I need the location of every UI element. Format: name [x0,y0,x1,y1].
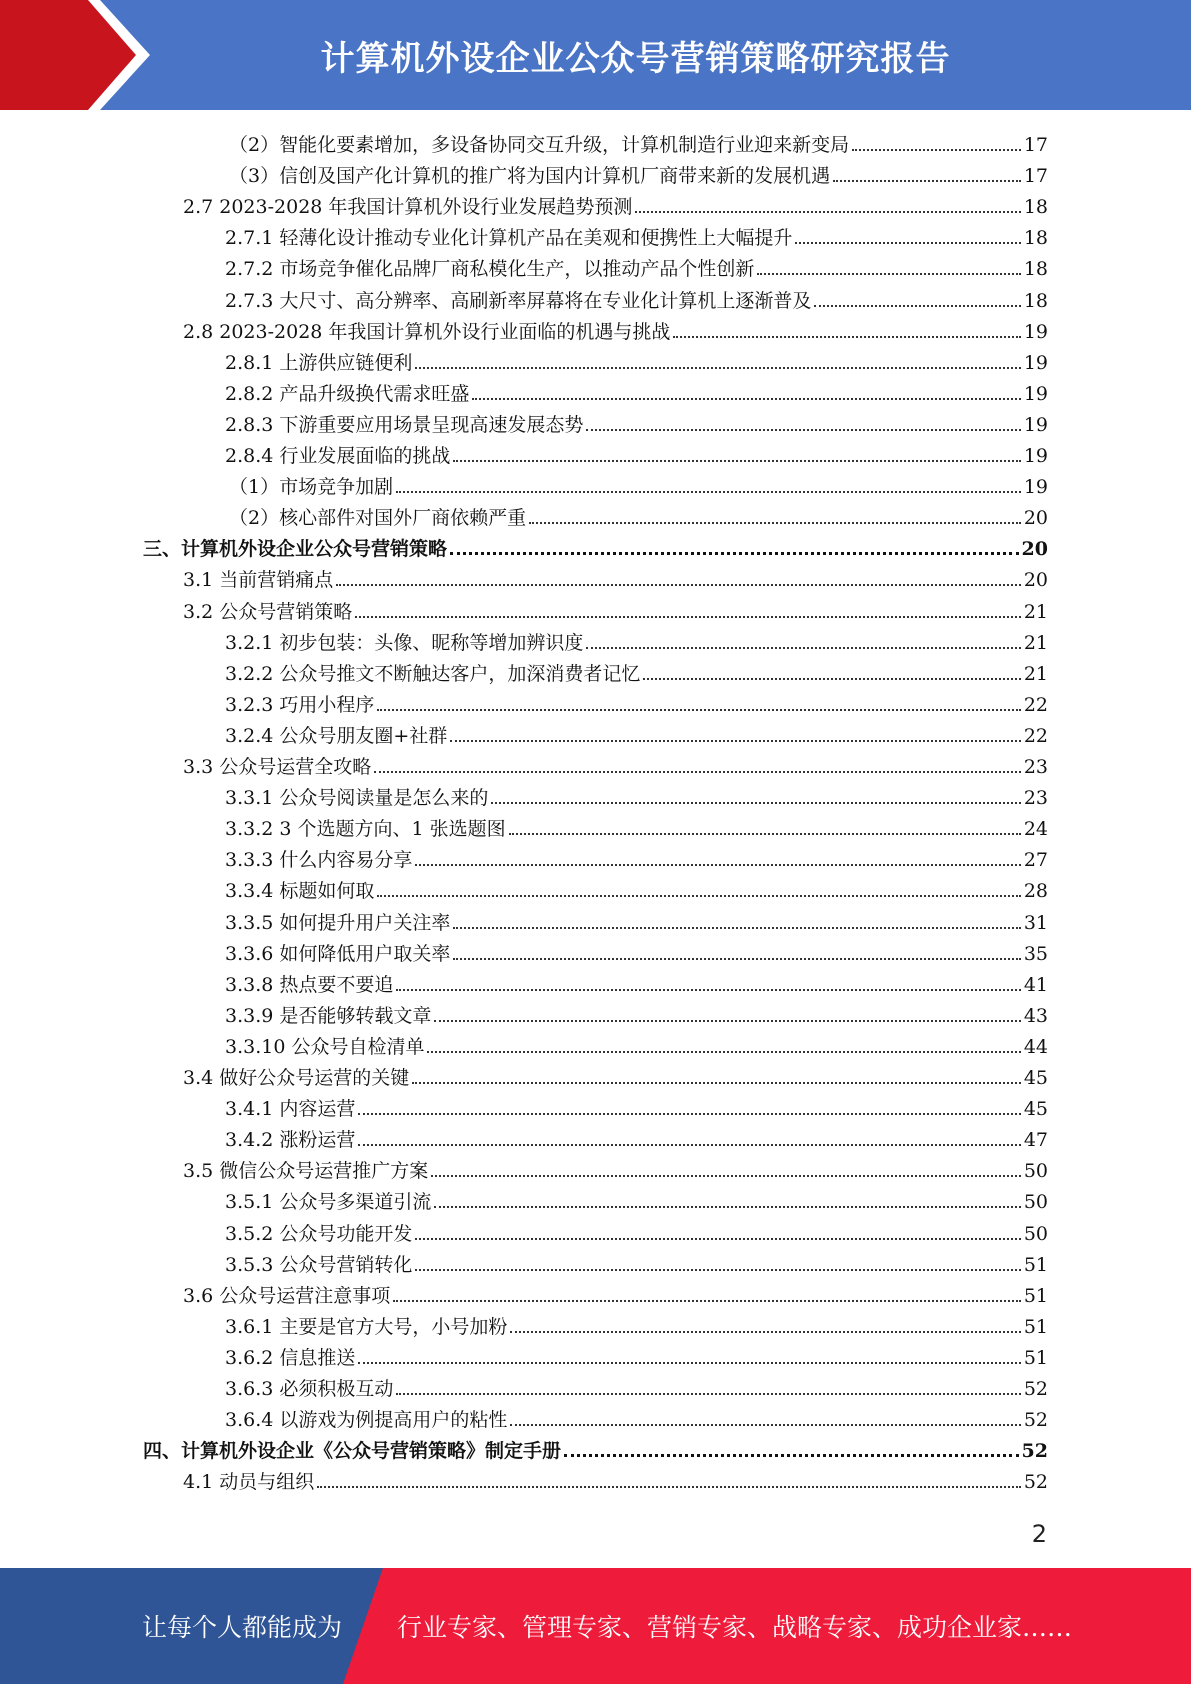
toc-entry-page: 50 [1023,1191,1048,1214]
toc-entry-page: 21 [1023,662,1048,685]
toc-entry[interactable] [183,1059,1048,1090]
toc-entry-title: （1）市场竞争加剧 [229,476,394,499]
toc-entry-title: 3.5.2 公众号功能开发 [225,1222,413,1245]
toc-dot-leader [355,616,1021,618]
toc-entry-title: 2.8.4 行业发展面临的挑战 [225,445,451,467]
toc-entry-title: 4.1 动员与组织 [183,1471,315,1494]
toc-dot-leader [833,180,1021,182]
toc-dot-leader [564,1454,1019,1457]
toc-entry-title: （3）信创及国产化计算机的推广将为国内计算机厂商带来新的发展机遇 [229,165,831,188]
toc-dot-leader [434,1020,1020,1022]
toc-entry[interactable] [183,188,1048,219]
toc-entry[interactable] [225,437,1048,468]
toc-entry-title: 3.2 公众号营销策略 [183,600,353,623]
toc-entry[interactable] [225,1401,1048,1432]
toc-entry-page: 21 [1023,600,1048,623]
toc-entry-title: 3.2.2 公众号推文不断触达客户，加深消费者记忆 [225,662,641,685]
toc-entry-page: 23 [1023,756,1048,778]
toc-entry[interactable] [229,157,1048,188]
toc-entry[interactable] [225,344,1048,375]
toc-entry[interactable] [225,966,1048,997]
toc-dot-leader [427,1051,1020,1053]
toc-dot-leader [795,242,1020,244]
toc-dot-leader [396,1393,1020,1395]
toc-entry-page: 23 [1023,787,1048,810]
toc-entry[interactable] [225,1090,1048,1121]
toc-entry-page: 20 [1023,507,1048,530]
toc-dot-leader [434,1206,1020,1208]
toc-entry-page: 22 [1023,693,1048,716]
toc-entry-title: 3.5.1 公众号多渠道引流 [225,1191,432,1214]
toc-entry[interactable] [225,841,1048,872]
toc-entry[interactable] [225,1246,1048,1277]
toc-dot-leader [377,709,1020,711]
toc-dot-leader [358,1113,1020,1115]
toc-entry-page: 50 [1023,1222,1048,1245]
toc-entry-page: 41 [1023,973,1048,996]
toc-entry[interactable] [183,1152,1048,1183]
toc-entry-title: 2.7.3 大尺寸、高分辨率、高刷新率屏幕将在专业化计算机上逐渐普及 [225,289,812,312]
toc-entry-title: 3.3.3 什么内容易分享 [225,849,413,872]
toc-entry-page: 18 [1023,258,1048,281]
toc-entry-title: 2.7.2 市场竞争催化品牌厂商私模化生产，以推动产品个性创新 [225,258,755,281]
toc-entry-title: 3.2.4 公众号朋友圈+社群 [225,724,448,747]
toc-entry[interactable] [225,219,1048,250]
toc-entry-title: 3.3.5 如何提升用户关注率 [225,911,451,934]
toc-dot-leader [757,273,1020,275]
toc-entry-page: 24 [1023,818,1048,841]
toc-entry-page: 17 [1023,165,1048,188]
toc-entry[interactable] [229,499,1048,530]
toc-entry-title: 3.3.4 标题如何取 [225,880,375,903]
toc-entry[interactable] [225,406,1048,437]
toc-entry[interactable] [183,593,1048,624]
toc-entry-title: 三、计算机外设企业公众号营销策略 [143,538,448,561]
toc-entry[interactable] [183,313,1048,344]
toc-entry[interactable] [229,468,1048,499]
toc-entry-page: 45 [1023,1098,1048,1121]
toc-entry[interactable] [183,748,1048,779]
toc-entry-page: 43 [1023,1004,1048,1027]
toc-entry-title: 四、计算机外设企业《公众号营销策略》制定手册 [143,1440,562,1463]
toc-dot-leader [586,429,1020,431]
toc-entry-page: 20 [1021,538,1048,561]
toc-entry-title: 3.3.8 热点要不要追 [225,973,394,996]
toc-entry[interactable] [225,282,1048,313]
toc-entry[interactable] [183,1463,1048,1494]
toc-entry[interactable] [225,655,1048,686]
toc-entry-title: 3.3.1 公众号阅读量是怎么来的 [225,787,489,810]
toc-entry[interactable] [225,375,1048,406]
toc-entry-title: 3.6.4 以游戏为例提高用户的粘性 [225,1409,508,1432]
toc-dot-leader [453,927,1020,929]
toc-dot-leader [450,740,1021,742]
toc-dot-leader [415,1269,1020,1271]
toc-entry-page: 28 [1023,880,1048,903]
toc-entry-page: 47 [1023,1129,1048,1152]
toc-entry-page: 50 [1023,1160,1048,1183]
toc-entry[interactable] [225,250,1048,281]
toc-dot-leader [510,1331,1020,1333]
toc-dot-leader [491,802,1020,804]
toc-entry-title: 3.1 当前营销痛点 [183,569,334,592]
toc-entry-title: 3.4.1 内容运营 [225,1098,356,1121]
toc-dot-leader [673,336,1020,338]
document-title: 计算机外设企业公众号营销策略研究报告 [320,38,951,79]
toc-entry-page: 18 [1023,289,1048,312]
header-chevron-icon [0,0,170,110]
page-footer [0,1568,1191,1684]
toc-entry-page: 51 [1023,1346,1048,1369]
toc-entry-page: 52 [1023,1378,1048,1400]
toc-entry[interactable] [225,1215,1048,1246]
toc-entry-page: 51 [1023,1315,1048,1338]
toc-entry-title: 2.8.1 上游供应链便利 [225,351,413,374]
toc-entry-page: 20 [1023,569,1048,592]
toc-entry-page: 22 [1023,724,1048,747]
toc-entry-page: 19 [1023,445,1048,467]
toc-entry-page: 17 [1023,134,1048,156]
toc-dot-leader [396,491,1021,493]
toc-dot-leader [415,864,1020,866]
toc-entry-title: 3.4 做好公众号运营的关键 [183,1067,410,1089]
toc-dot-leader [412,1082,1021,1084]
toc-entry-page: 19 [1023,351,1048,374]
toc-entry[interactable] [183,561,1048,592]
toc-entry-title: 2.8.3 下游重要应用场景呈现高速发展态势 [225,413,584,436]
toc-dot-leader [374,771,1021,773]
toc-entry[interactable] [225,1028,1048,1059]
toc-entry[interactable] [183,1277,1048,1308]
toc-entry[interactable] [225,1121,1048,1152]
toc-entry[interactable] [229,126,1048,157]
toc-entry-title: 3.2.1 初步包装：头像、昵称等增加辨识度 [225,631,584,654]
toc-entry-page: 51 [1023,1284,1048,1307]
toc-dot-leader [431,1175,1021,1177]
toc-entry-title: 3.3.2 3 个选题方向、1 张选题图 [225,818,506,841]
toc-dot-leader [377,895,1020,897]
toc-entry[interactable] [143,530,1048,561]
toc-entry[interactable] [225,997,1048,1028]
toc-entry-page: 31 [1023,911,1048,934]
toc-entry-page: 19 [1023,382,1048,405]
toc-dot-leader [453,958,1020,960]
toc-entry-title: 3.5 微信公众号运营推广方案 [183,1160,429,1183]
toc-entry-title: 2.8 2023-2028 年我国计算机外设行业面临的机遇与挑战 [183,320,671,343]
toc-dot-leader [358,1144,1020,1146]
toc-dot-leader [415,367,1020,369]
toc-entry-title: （2）核心部件对国外厂商依赖严重 [229,507,527,530]
toc-dot-leader [643,678,1020,680]
toc-entry-title: 3.4.2 涨粉运营 [225,1129,356,1152]
toc-entry-page: 27 [1023,849,1048,872]
toc-entry-title: 3.6 公众号运营注意事项 [183,1284,391,1307]
toc-entry[interactable] [225,624,1048,655]
toc-entry[interactable] [225,1370,1048,1401]
toc-dot-leader [472,398,1020,400]
toc-entry-title: 3.3.9 是否能够转载文章 [225,1004,432,1027]
toc-dot-leader [635,211,1020,213]
toc-entry-page: 35 [1023,942,1048,965]
toc-dot-leader [586,647,1020,649]
toc-entry[interactable] [225,1339,1048,1370]
toc-entry-page: 19 [1023,476,1048,499]
toc-entry-title: 3.5.3 公众号营销转化 [225,1253,413,1276]
toc-entry[interactable] [225,779,1048,810]
toc-entry[interactable] [225,810,1048,841]
toc-entry-title: 3.6.1 主要是官方大号，小号加粉 [225,1315,508,1338]
toc-entry[interactable] [225,686,1048,717]
toc-dot-leader [317,1486,1021,1488]
toc-entry-page: 19 [1023,320,1048,343]
toc-dot-leader [393,1300,1021,1302]
toc-entry-title: 3.6.3 必须积极互动 [225,1378,394,1400]
toc-dot-leader [336,584,1021,586]
toc-entry[interactable] [225,717,1048,748]
toc-entry-page: 52 [1023,1471,1048,1494]
toc-entry-page: 21 [1023,631,1048,654]
toc-dot-leader [450,552,1019,555]
toc-entry-title: 3.3.10 公众号自检清单 [225,1035,425,1058]
toc-entry-title: 2.7.1 轻薄化设计推动专业化计算机产品在美观和便携性上大幅提升 [225,227,793,250]
toc-entry[interactable] [225,935,1048,966]
toc-entry-page: 44 [1023,1035,1048,1058]
toc-dot-leader [358,1362,1020,1364]
toc-dot-leader [852,149,1021,151]
toc-entry[interactable] [225,1183,1048,1214]
toc-dot-leader [453,460,1020,462]
toc-entry-page: 52 [1023,1409,1048,1432]
page-header [0,0,1191,110]
toc-dot-leader [529,522,1021,524]
toc-entry[interactable] [225,872,1048,903]
toc-dot-leader [509,833,1021,835]
toc-entry[interactable] [225,1308,1048,1339]
toc-entry-title: 3.3 公众号运营全攻略 [183,756,372,778]
toc-dot-leader [814,305,1020,307]
toc-entry-title: 3.6.2 信息推送 [225,1346,356,1369]
toc-entry-title: 3.3.6 如何降低用户取关率 [225,942,451,965]
toc-entry-title: （2）智能化要素增加，多设备协同交互升级，计算机制造行业迎来新变局 [229,134,850,156]
toc-entry-title: 2.8.2 产品升级换代需求旺盛 [225,382,470,405]
toc-entry-page: 45 [1023,1067,1048,1089]
toc-entry[interactable] [225,904,1048,935]
toc-entry-page: 18 [1023,196,1048,219]
toc-entry-title: 2.7 2023-2028 年我国计算机外设行业发展趋势预测 [183,196,633,219]
toc-dot-leader [510,1424,1020,1426]
page-number: 2 [1031,1520,1047,1548]
toc-entry-title: 3.2.3 巧用小程序 [225,693,375,716]
toc-dot-leader [396,989,1020,991]
footer-slogan-right: 行业专家、管理专家、营销专家、战略专家、成功企业家…… [397,1613,1073,1642]
toc-entry-page: 18 [1023,227,1048,250]
toc-entry-page: 52 [1021,1440,1048,1463]
toc-entry[interactable] [143,1432,1048,1463]
toc-entry-page: 51 [1023,1253,1048,1276]
toc-dot-leader [415,1238,1020,1240]
toc-entry-page: 19 [1023,413,1048,436]
footer-slogan-left: 让每个人都能成为 [142,1613,343,1642]
